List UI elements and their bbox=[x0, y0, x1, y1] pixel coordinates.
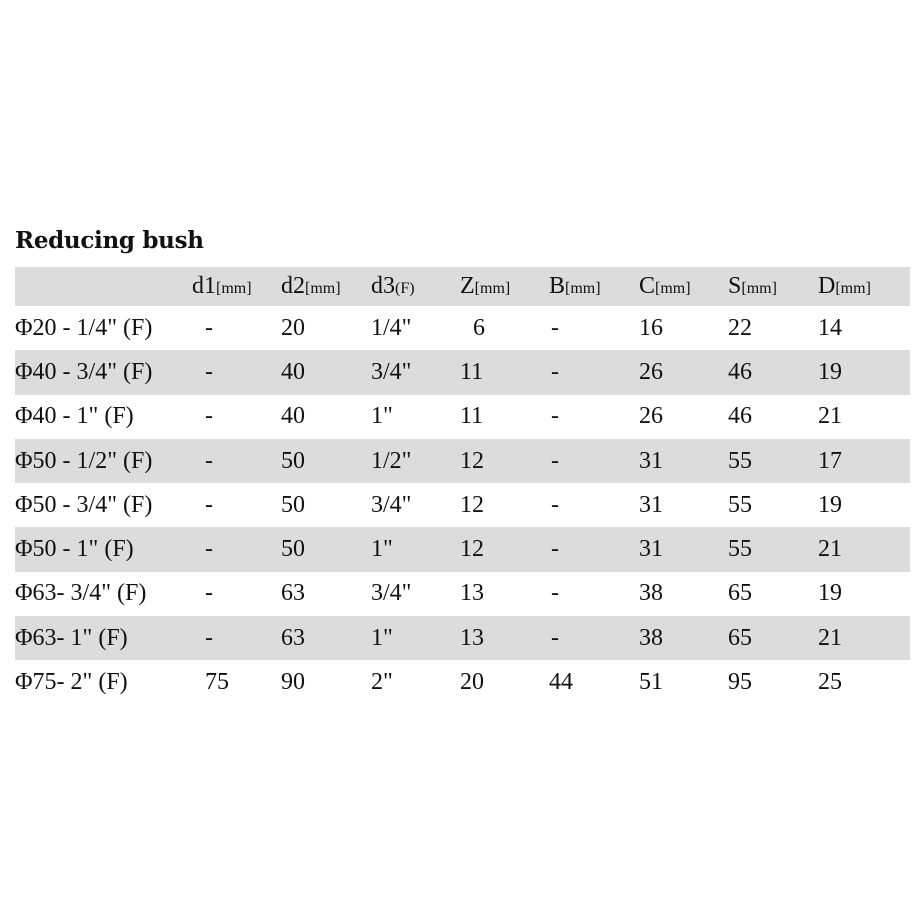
cell-c: 31 bbox=[639, 536, 663, 563]
cell-d1: - bbox=[205, 358, 213, 385]
cell-z: 12 bbox=[460, 491, 484, 518]
cell-d2: 50 bbox=[281, 536, 305, 563]
table-row bbox=[15, 616, 910, 660]
cell-b: 44 bbox=[549, 669, 573, 696]
cell-d2: 63 bbox=[281, 624, 305, 651]
cell-d: 21 bbox=[818, 624, 842, 651]
cell-name: Φ63- 1" (F) bbox=[15, 624, 128, 651]
cell-d: 19 bbox=[818, 358, 842, 385]
table-row bbox=[15, 572, 910, 616]
cell-d3: 3/4" bbox=[371, 491, 412, 518]
header-row bbox=[15, 267, 910, 306]
cell-s: 22 bbox=[728, 314, 752, 341]
cell-c: 16 bbox=[639, 314, 663, 341]
cell-d2: 40 bbox=[281, 403, 305, 430]
cell-d: 25 bbox=[818, 669, 842, 696]
table-row bbox=[15, 439, 910, 483]
cell-s: 65 bbox=[728, 580, 752, 607]
cell-d: 19 bbox=[818, 491, 842, 518]
cell-c: 31 bbox=[639, 491, 663, 518]
cell-s: 46 bbox=[728, 403, 752, 430]
cell-d: 14 bbox=[818, 314, 842, 341]
cell-d2: 50 bbox=[281, 447, 305, 474]
cell-d1: - bbox=[205, 580, 213, 607]
cell-d1: - bbox=[205, 491, 213, 518]
cell-z: 12 bbox=[460, 447, 484, 474]
cell-d1: - bbox=[205, 447, 213, 474]
cell-d3: 1" bbox=[371, 403, 393, 430]
header-name bbox=[15, 267, 192, 306]
cell-d2: 90 bbox=[281, 669, 305, 696]
cell-d2: 40 bbox=[281, 358, 305, 385]
header-d3: d3(F) bbox=[371, 273, 415, 299]
cell-d3: 1/2" bbox=[371, 447, 412, 474]
cell-b: - bbox=[551, 403, 559, 430]
reducing-bush-table bbox=[15, 267, 910, 705]
cell-name: Φ75- 2" (F) bbox=[15, 669, 128, 696]
cell-name: Φ40 - 3/4" (F) bbox=[15, 358, 153, 385]
cell-name: Φ40 - 1" (F) bbox=[15, 403, 134, 430]
cell-b: - bbox=[551, 580, 559, 607]
table-row bbox=[15, 350, 910, 394]
cell-b: - bbox=[551, 358, 559, 385]
cell-name: Φ50 - 1" (F) bbox=[15, 536, 134, 563]
header-c: C[mm] bbox=[639, 273, 691, 299]
header-d1: d1[mm] bbox=[192, 273, 252, 299]
cell-d3: 1" bbox=[371, 536, 393, 563]
cell-z: 13 bbox=[460, 580, 484, 607]
cell-s: 95 bbox=[728, 669, 752, 696]
cell-c: 31 bbox=[639, 447, 663, 474]
cell-z: 11 bbox=[460, 403, 484, 430]
header-s: S[mm] bbox=[728, 273, 777, 299]
header-d2: d2[mm] bbox=[281, 273, 341, 299]
cell-d3: 3/4" bbox=[371, 358, 412, 385]
cell-s: 65 bbox=[728, 624, 752, 651]
header-b: B[mm] bbox=[549, 273, 601, 299]
cell-c: 26 bbox=[639, 358, 663, 385]
cell-d3: 1/4" bbox=[371, 314, 412, 341]
table-row bbox=[15, 527, 910, 571]
header-d: D[mm] bbox=[818, 273, 871, 299]
cell-d: 19 bbox=[818, 580, 842, 607]
cell-b: - bbox=[551, 491, 559, 518]
cell-z: 11 bbox=[460, 358, 484, 385]
table-title: Reducing bush bbox=[15, 227, 204, 254]
header-z: Z[mm] bbox=[460, 273, 511, 299]
cell-d3: 2" bbox=[371, 669, 393, 696]
cell-d: 21 bbox=[818, 536, 842, 563]
cell-z: 13 bbox=[460, 624, 484, 651]
cell-name: Φ63- 3/4" (F) bbox=[15, 580, 147, 607]
table-row bbox=[15, 483, 910, 527]
cell-d3: 3/4" bbox=[371, 580, 412, 607]
cell-d: 21 bbox=[818, 403, 842, 430]
cell-name: Φ50 - 3/4" (F) bbox=[15, 491, 153, 518]
cell-d1: - bbox=[205, 624, 213, 651]
cell-z: 20 bbox=[460, 669, 484, 696]
cell-c: 51 bbox=[639, 669, 663, 696]
table-row bbox=[15, 395, 910, 439]
cell-d2: 20 bbox=[281, 314, 305, 341]
cell-s: 55 bbox=[728, 447, 752, 474]
cell-d: 17 bbox=[818, 447, 842, 474]
cell-b: - bbox=[551, 314, 559, 341]
cell-d1: 75 bbox=[205, 669, 229, 696]
cell-z: 6 bbox=[473, 314, 485, 341]
cell-s: 46 bbox=[728, 358, 752, 385]
cell-d1: - bbox=[205, 536, 213, 563]
cell-s: 55 bbox=[728, 491, 752, 518]
table-row bbox=[15, 660, 910, 704]
cell-c: 26 bbox=[639, 403, 663, 430]
cell-b: - bbox=[551, 536, 559, 563]
cell-z: 12 bbox=[460, 536, 484, 563]
cell-d2: 63 bbox=[281, 580, 305, 607]
cell-d1: - bbox=[205, 314, 213, 341]
cell-b: - bbox=[551, 624, 559, 651]
cell-s: 55 bbox=[728, 536, 752, 563]
table-row bbox=[15, 306, 910, 350]
cell-name: Φ50 - 1/2" (F) bbox=[15, 447, 153, 474]
cell-d2: 50 bbox=[281, 491, 305, 518]
cell-b: - bbox=[551, 447, 559, 474]
cell-d3: 1" bbox=[371, 624, 393, 651]
cell-name: Φ20 - 1/4" (F) bbox=[15, 314, 153, 341]
cell-c: 38 bbox=[639, 624, 663, 651]
cell-c: 38 bbox=[639, 580, 663, 607]
cell-d1: - bbox=[205, 403, 213, 430]
